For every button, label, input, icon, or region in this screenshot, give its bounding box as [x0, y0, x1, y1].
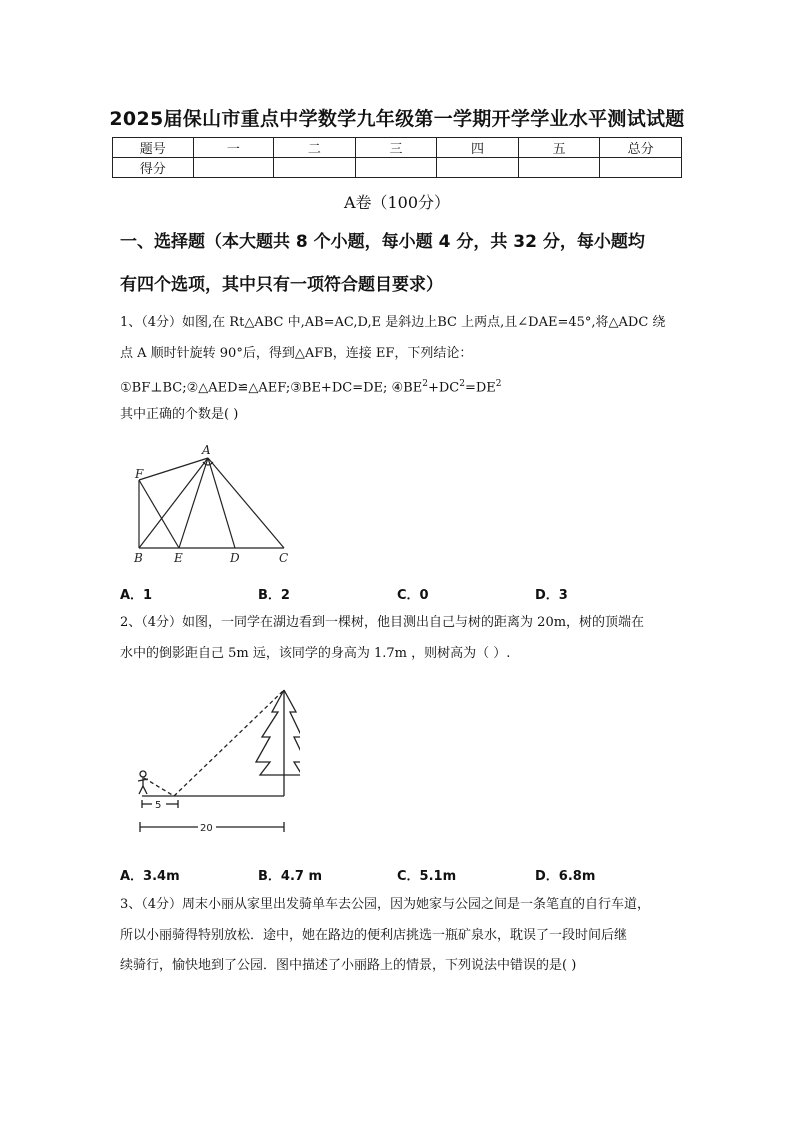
- q3-text-line1: 3、（4分）周末小丽从家里出发骑单车去公园，因为她家与公园之间是一条笔直的自行车道，: [120, 897, 651, 912]
- q1-text-line2: 点 A 顺时针旋转 90°后，得到△AFB，连接 EF，下列结论：: [120, 346, 473, 361]
- q1-text-line3: [120, 375, 690, 397]
- q1-segment-fa: [139, 458, 208, 480]
- q2-option-a[interactable]: A．3.4m: [120, 869, 180, 884]
- q2-sightline-to-reflection: [144, 778, 174, 796]
- q1-line3-part-a: ①BF⊥BC;②△AED≌△AEF;③BE+DC=DE; ④BE: [120, 380, 423, 396]
- q2-text-line1: 2、（4分）如图，一同学在湖边看到一棵树，他目测出自己与树的距离为 20m，树的顶端在: [120, 615, 645, 630]
- q1-segment-ad: [208, 458, 235, 548]
- score-table-header-row: [113, 138, 682, 158]
- score-header-cell: 总分: [600, 138, 682, 158]
- q1-option-d[interactable]: D．3: [535, 588, 568, 603]
- exam-title: 2025届保山市重点中学数学九年级第一学期开学学业水平测试试题: [109, 108, 685, 130]
- q2-person-leg: [143, 786, 147, 794]
- q1-option-b[interactable]: B．2: [258, 588, 290, 603]
- q2-reflected-ray: [174, 690, 284, 796]
- q1-line3-part-c: =DE: [464, 380, 496, 396]
- q1-side-ac: [208, 458, 284, 548]
- score-input-cell[interactable]: [355, 158, 437, 178]
- q2-person-leg: [139, 786, 143, 794]
- q1-label-a: A: [202, 443, 211, 457]
- q1-label-d: D: [230, 551, 240, 565]
- score-input-cell[interactable]: [274, 158, 356, 178]
- q1-superscript: 2: [422, 379, 428, 389]
- q1-side-ab: [139, 458, 208, 548]
- score-header-cell: 四: [437, 138, 519, 158]
- score-input-cell[interactable]: [193, 158, 274, 178]
- q1-text-line4: 其中正确的个数是( ): [120, 407, 239, 422]
- score-header-cell: 二: [274, 138, 356, 158]
- part1-heading-line1: 一、选择题（本大题共 8 个小题，每小题 4 分，共 32 分，每小题均: [120, 232, 645, 252]
- score-row-label: 得分: [113, 158, 194, 178]
- score-input-cell[interactable]: [437, 158, 519, 178]
- q2-text-line2: 水中的倒影距自己 5m 远，该同学的身高为 1.7m ，则树高为（ ）.: [120, 646, 511, 661]
- q1-line3-part-b: +DC: [427, 380, 460, 396]
- part1-heading-line2: 有四个选项，其中只有一项符合题目要求）: [120, 275, 443, 295]
- q2-option-d[interactable]: D．6.8m: [535, 869, 596, 884]
- q3-text-line2: 所以小丽骑得特别放松．途中，她在路边的便利店挑选一瓶矿泉水，耽误了一段时间后继: [120, 928, 628, 943]
- q1-superscript: 2: [459, 379, 465, 389]
- q1-segment-ae: [179, 458, 208, 548]
- q1-label-f: F: [135, 467, 144, 481]
- q1-text-line1: 1、（4分）如图,在 Rt△ABC 中,AB=AC,D,E 是斜边上BC 上两点,且∠DAE=45°,将△ADC 绕: [120, 315, 666, 330]
- score-header-cell: 五: [518, 138, 600, 158]
- section-title: A卷（100分）: [343, 193, 451, 212]
- q2-label-20: 20: [200, 823, 213, 834]
- q2-option-b[interactable]: B．4.7 m: [258, 869, 323, 884]
- q1-triangle-figure: [124, 440, 304, 570]
- q2-tree-reflection-figure: [130, 682, 300, 842]
- score-input-cell[interactable]: [600, 158, 682, 178]
- q1-superscript: 2: [495, 379, 502, 389]
- score-header-cell: 题号: [113, 138, 194, 158]
- q1-label-b: B: [134, 551, 143, 565]
- q2-option-c[interactable]: C．5.1m: [397, 869, 457, 884]
- q3-text-line3: 续骑行，愉快地到了公园．图中描述了小丽路上的情景，下列说法中错误的是( ): [120, 958, 577, 973]
- q1-segment-fe: [139, 480, 179, 548]
- q1-label-c: C: [279, 551, 289, 565]
- q1-option-a[interactable]: A．1: [120, 588, 153, 603]
- score-table-score-row: [113, 158, 682, 178]
- q2-person-head: [140, 771, 146, 777]
- q2-tree-right-outline: [284, 690, 300, 775]
- score-input-cell[interactable]: [518, 158, 600, 178]
- q2-label-5: 5: [155, 800, 162, 811]
- q1-option-c[interactable]: C．0: [397, 588, 429, 603]
- score-table: [112, 137, 682, 178]
- score-header-cell: 三: [355, 138, 437, 158]
- q1-label-e: E: [174, 551, 183, 565]
- score-header-cell: 一: [193, 138, 274, 158]
